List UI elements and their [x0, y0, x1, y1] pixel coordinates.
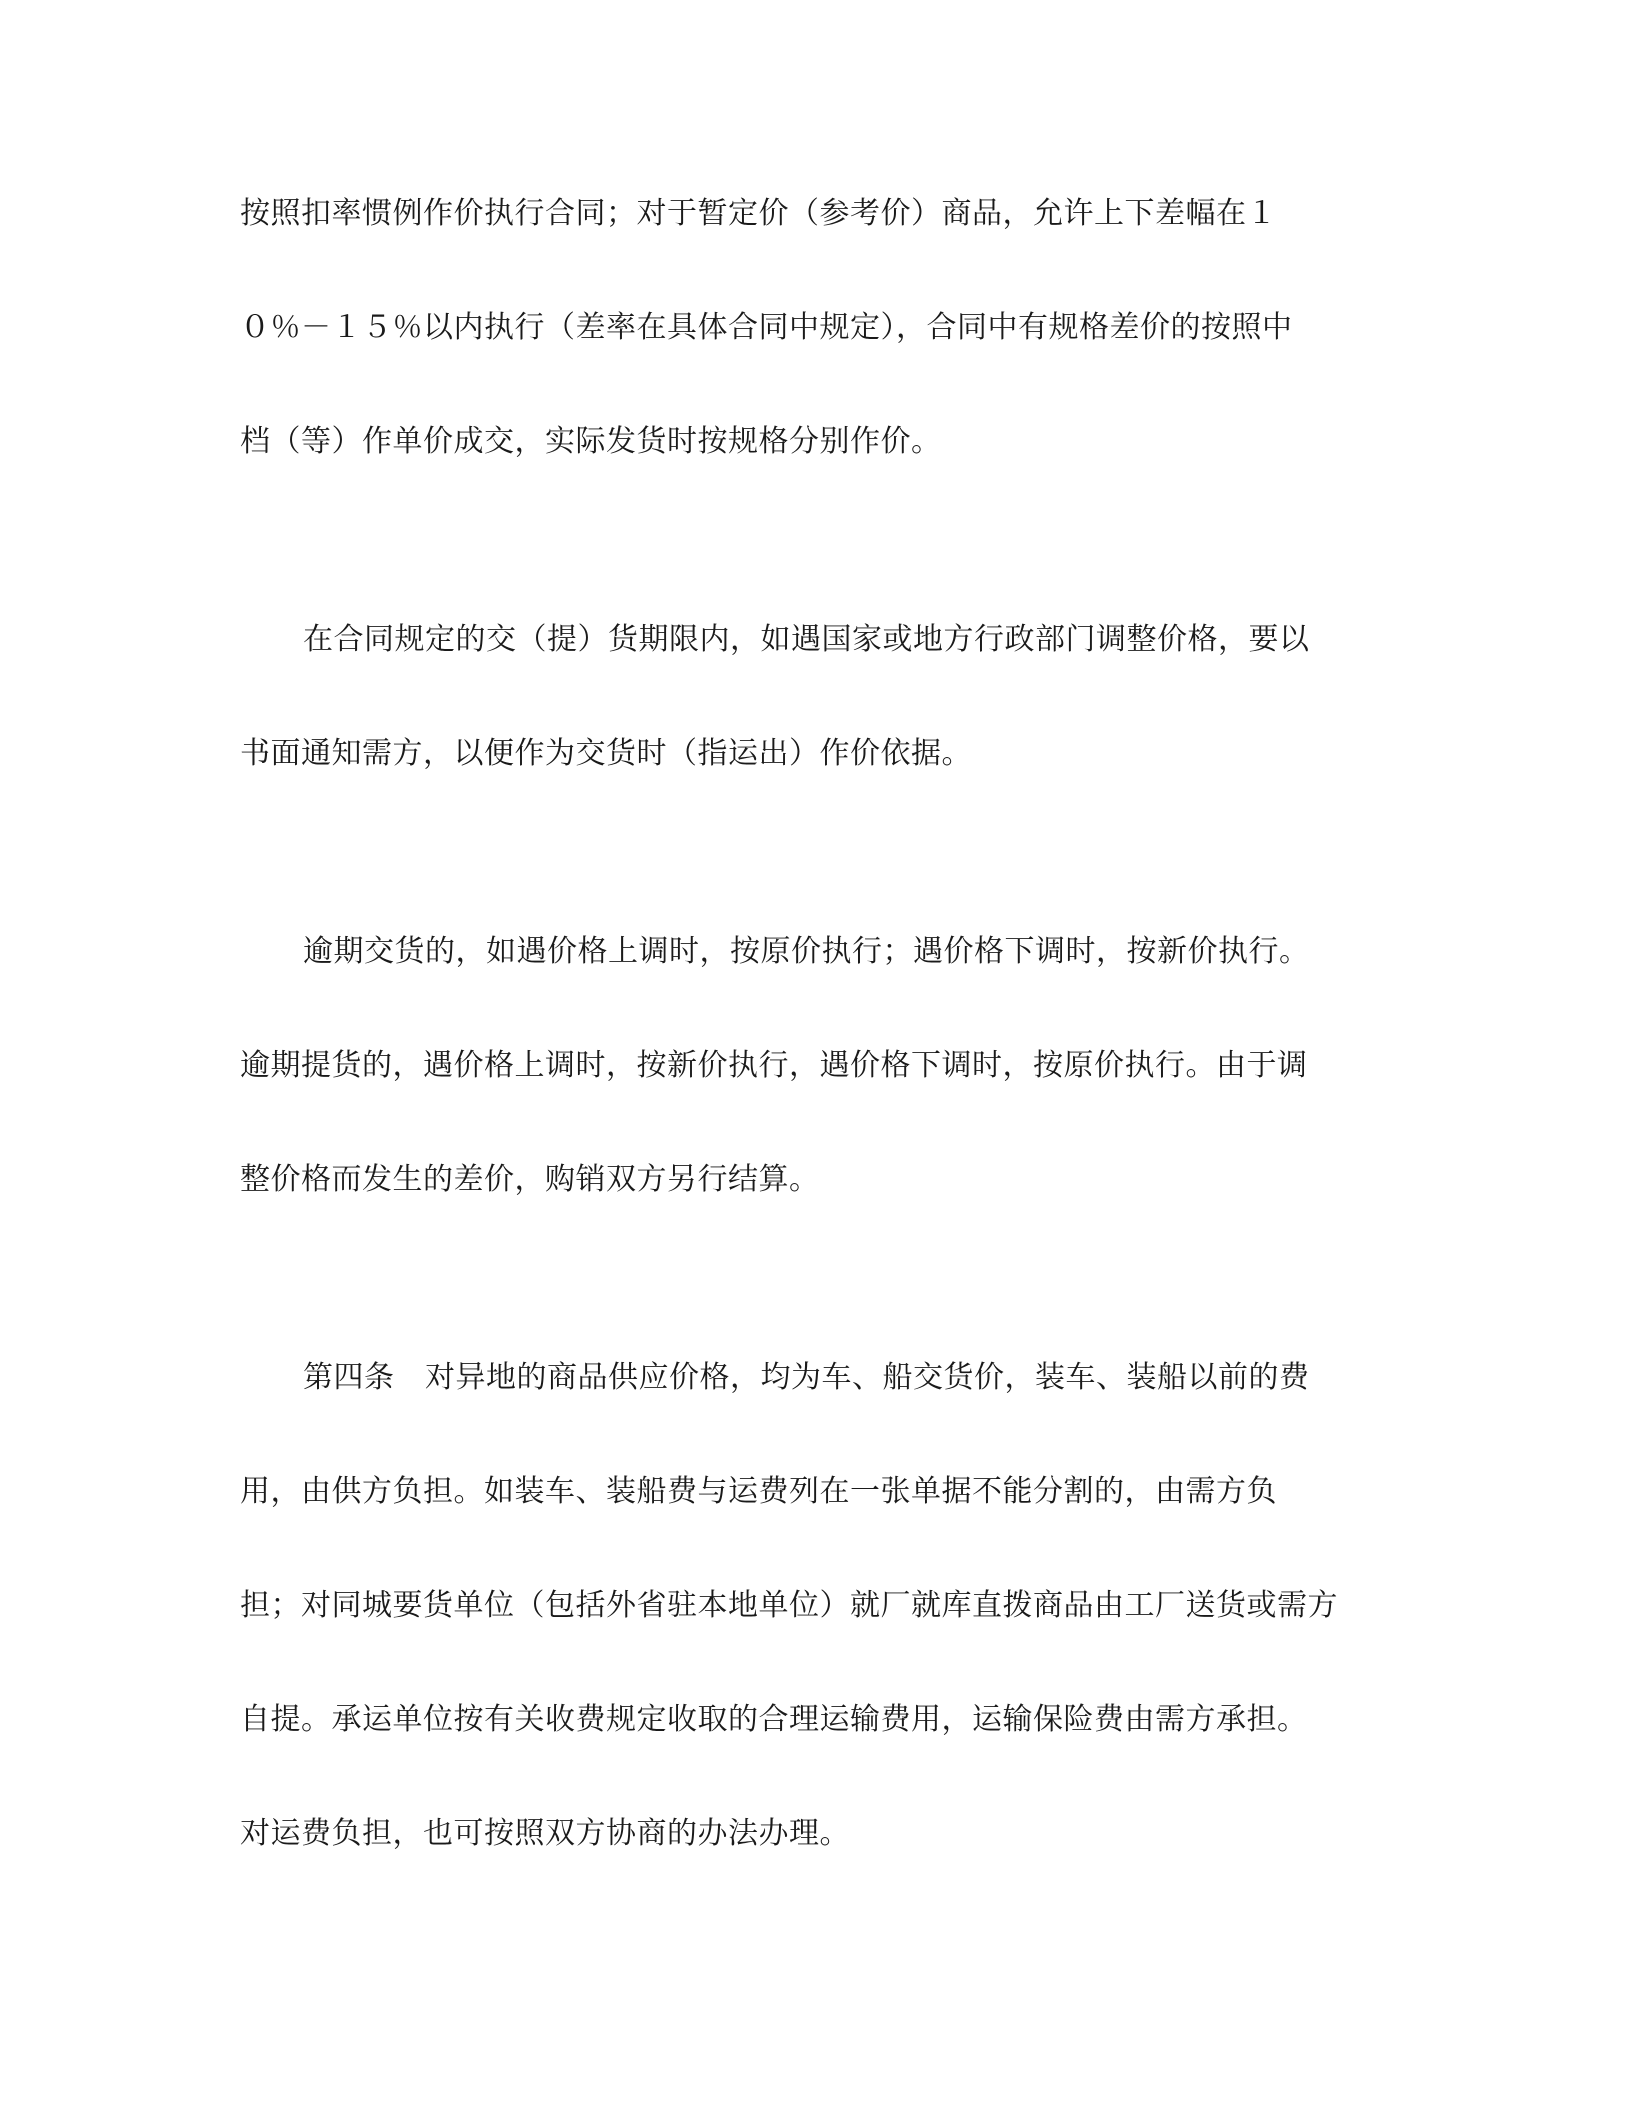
- paragraph-2-line-1: 在合同规定的交（提）货期限内，如遇国家或地方行政部门调整价格，要以: [303, 622, 1310, 657]
- paragraph-2-line-2: 书面通知需方，以便作为交货时（指运出）作价依据。: [240, 736, 972, 771]
- paragraph-1-line-1: 按照扣率惯例作价执行合同；对于暂定价（参考价）商品，允许上下差幅在１: [240, 196, 1277, 231]
- paragraph-4-line-2: 用，由供方负担。如装车、装船费与运费列在一张单据不能分割的，由需方负: [240, 1474, 1277, 1509]
- paragraph-4-line-1: 第四条 对异地的商品供应价格，均为车、船交货价，装车、装船以前的费: [303, 1360, 1310, 1395]
- paragraph-3-line-3: 整价格而发生的差价，购销双方另行结算。: [240, 1162, 820, 1197]
- paragraph-4-line-4: 自提。承运单位按有关收费规定收取的合理运输费用，运输保险费由需方承担。: [240, 1702, 1308, 1737]
- paragraph-4-line-5: 对运费负担，也可按照双方协商的办法办理。: [240, 1816, 850, 1851]
- paragraph-4-line-3: 担；对同城要货单位（包括外省驻本地单位）就厂就库直拨商品由工厂送货或需方: [240, 1588, 1338, 1623]
- paragraph-1-line-3: 档（等）作单价成交，实际发货时按规格分别作价。: [240, 424, 942, 459]
- paragraph-3-line-1: 逾期交货的，如遇价格上调时，按原价执行；遇价格下调时，按新价执行。: [303, 934, 1310, 969]
- paragraph-1-line-2: ０％－１５％以内执行（差率在具体合同中规定），合同中有规格差价的按照中: [240, 310, 1293, 345]
- paragraph-3-line-2: 逾期提货的，遇价格上调时，按新价执行，遇价格下调时，按原价执行。由于调: [240, 1048, 1308, 1083]
